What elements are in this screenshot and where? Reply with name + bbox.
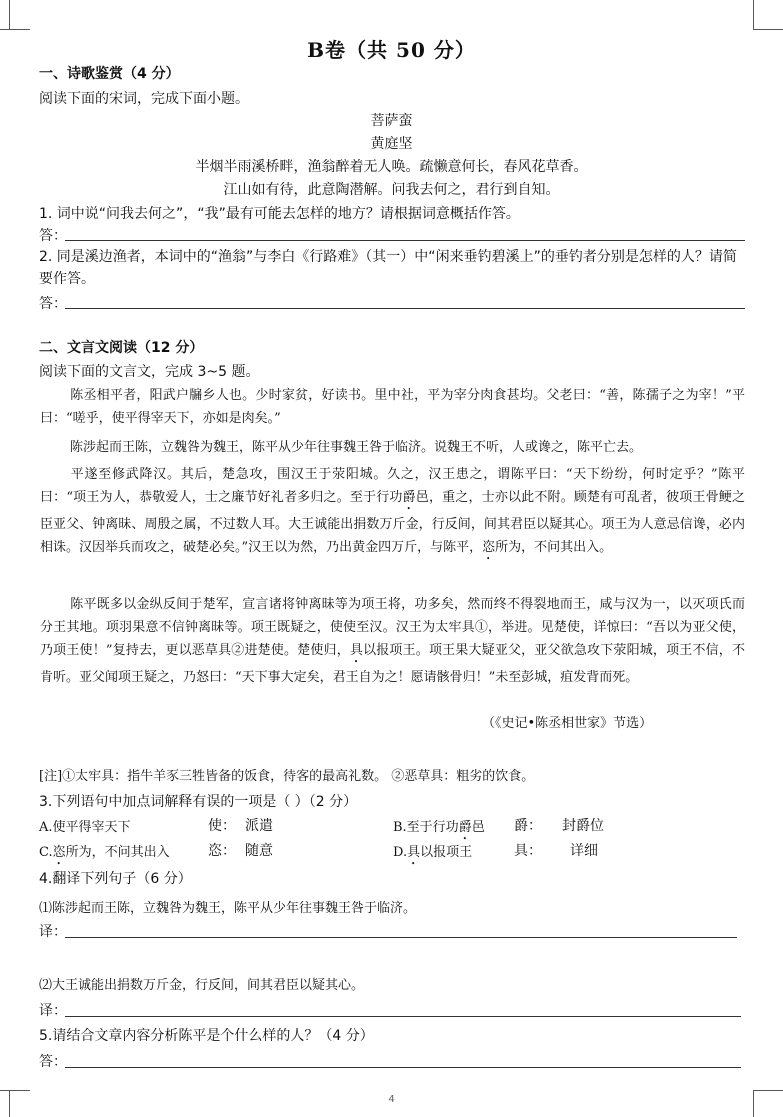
option-d[interactable]: D.具以报项王 bbox=[393, 845, 473, 860]
annotation-note: [注]①太牢具：指牛羊豕三牲皆备的饭食，待客的最高礼数。 ②恶草具：粗劣的饮食。 bbox=[39, 769, 535, 784]
option-b-explanation: 封爵位 bbox=[562, 818, 604, 834]
crop-mark-top-right bbox=[753, 0, 754, 30]
crop-mark-top-left bbox=[9, 0, 10, 30]
answer-line-2[interactable] bbox=[65, 308, 745, 309]
answer-line-5[interactable] bbox=[65, 1067, 741, 1068]
page-title: B卷（共 50 分） bbox=[307, 38, 476, 62]
answer-label-1: 答： bbox=[39, 228, 67, 244]
option-b[interactable]: B.至于行功爵邑 bbox=[393, 820, 485, 835]
section-2-heading: 二、文言文阅读（12 分） bbox=[39, 340, 204, 356]
translate-line-1[interactable] bbox=[65, 937, 737, 938]
option-d-explanation: 详细 bbox=[570, 843, 598, 859]
option-c[interactable]: C.恣所为，不问其出入 bbox=[39, 845, 170, 860]
question-4: 4.翻译下列句子（6 分） bbox=[39, 871, 192, 887]
page-number: 4 bbox=[388, 1094, 395, 1105]
passage-paragraph-3: 平遂至修武降汉。其后，楚急攻，围汉王于荥阳城。久之，汉王患之，谓陈平曰：“天下纷纷，何时定乎？”陈平曰：“项王为人，恭敬爱人，士之廉节好礼者多归之。至于行功爵邑，重之，士亦以此不附。顾楚有可乱者，彼项王骨鲠之臣亚父、钟离昧、周殷之属，不过数人耳。大王诚能出捐数万斤金，行反间，间其君臣以疑其心。项王为人意忌信谗，必内相诛。汉因举兵而攻之，破楚必矣。”汉王以为然，乃出黄金四万斤，与陈平，恣所为，不问其出入。 bbox=[40, 467, 745, 556]
answer-label-5: 答： bbox=[39, 1054, 67, 1070]
translate-label-1: 译： bbox=[39, 924, 67, 940]
option-a-word: 使： bbox=[208, 818, 236, 834]
dotted-word-zi: 恣 bbox=[482, 540, 496, 556]
question-1: 1. 词中说“问我去何之”，“我”最有可能去怎样的地方？请根据词意概括作答。 bbox=[39, 206, 520, 222]
passage-paragraph-2: 陈涉起而王陈，立魏咎为魏王，陈平从少年往事魏王咎于临济。说魏王不听，人或谗之，陈平亡去。 bbox=[70, 440, 643, 455]
crop-mark-bottom-right-h bbox=[753, 1090, 783, 1091]
passage-paragraph-4: 陈平既多以金纵反间于楚军，宣言诸将钟离昧等为项王将，功多矣，然而终不得裂地而王，咸与汉为一，以灭项氏而分王其地。项羽果意不信钟离昧等。项王既疑之，使使至汉。汉王为太牢具①，举进。见楚使，详惊曰：“吾以为亚父使，乃项王使！”复持去，更以恶草具②进楚使。楚使归，具以报项王。项王果大疑亚父，亚父欲急攻下荥阳城，项王不信，不肯听。亚父闻项王疑之，乃怒曰：“天下事大定矣，君王自为之！愿请骸骨归！”未至彭城，疽发背而死。 bbox=[40, 597, 745, 686]
answer-line-1[interactable] bbox=[65, 240, 745, 241]
answer-label-2: 答： bbox=[39, 296, 67, 312]
question-4-sentence-2: ⑵大王诚能出捐数万斤金，行反间，间其君臣以疑其心。 bbox=[39, 978, 365, 993]
passage-paragraph-1: 陈丞相平者，阳武户牖乡人也。少时家贫，好读书。里中社，平为宰分肉食甚均。父老曰：“善，陈孺子之为宰！”平曰：“嗟乎，使平得宰天下，亦如是肉矣。” bbox=[40, 388, 745, 427]
poem-line-1: 半烟半雨溪桥畔，渔翁醉着无人唤。疏懒意何长，春风花草香。 bbox=[195, 159, 588, 175]
passage-source: （《史记•陈丞相世家》节选） bbox=[482, 716, 653, 731]
dotted-word-jue: 爵 bbox=[402, 490, 416, 506]
translate-line-2[interactable] bbox=[65, 1016, 741, 1017]
crop-mark-bottom-left-h bbox=[0, 1090, 30, 1091]
option-d-word: 具： bbox=[514, 843, 542, 859]
dotted-word-ju: 具 bbox=[349, 643, 364, 659]
option-a[interactable]: A.使平得宰天下 bbox=[39, 820, 131, 835]
question-5: 5.请结合文章内容分析陈平是个什么样的人？（4 分） bbox=[39, 1028, 374, 1044]
question-3: 3.下列语句中加点词解释有误的一项是（ ）（2 分） bbox=[39, 794, 358, 810]
section-1-intro: 阅读下面的宋词，完成下面小题。 bbox=[39, 91, 249, 107]
option-a-explanation: 派遣 bbox=[245, 818, 273, 834]
section-2-intro: 阅读下面的文言文，完成 3~5 题。 bbox=[39, 364, 260, 380]
section-1-heading: 一、诗歌鉴赏（4 分） bbox=[39, 66, 180, 82]
poem-line-2: 江山如有待，此意陶潜解。问我去何之，君行到自知。 bbox=[223, 182, 560, 198]
option-c-explanation: 随意 bbox=[245, 843, 273, 859]
translate-label-2: 译： bbox=[39, 1003, 67, 1019]
poem-author: 黄庭坚 bbox=[370, 136, 413, 152]
option-b-word: 爵： bbox=[514, 818, 542, 834]
question-2: 2. 同是溪边渔者，本词中的“渔翁”与李白《行路难》（其一）中“闲来垂钓碧溪上”的垂钓者分别是怎样的人？请简要作答。 bbox=[39, 249, 737, 287]
option-c-word: 恣： bbox=[208, 843, 236, 859]
crop-mark-top-right-h bbox=[753, 29, 783, 30]
poem-title: 菩萨蛮 bbox=[370, 113, 413, 129]
question-4-sentence-1: ⑴陈涉起而王陈，立魏咎为魏王，陈平从少年往事魏王咎于临济。 bbox=[39, 901, 417, 916]
crop-mark-top-left-h bbox=[0, 29, 30, 30]
